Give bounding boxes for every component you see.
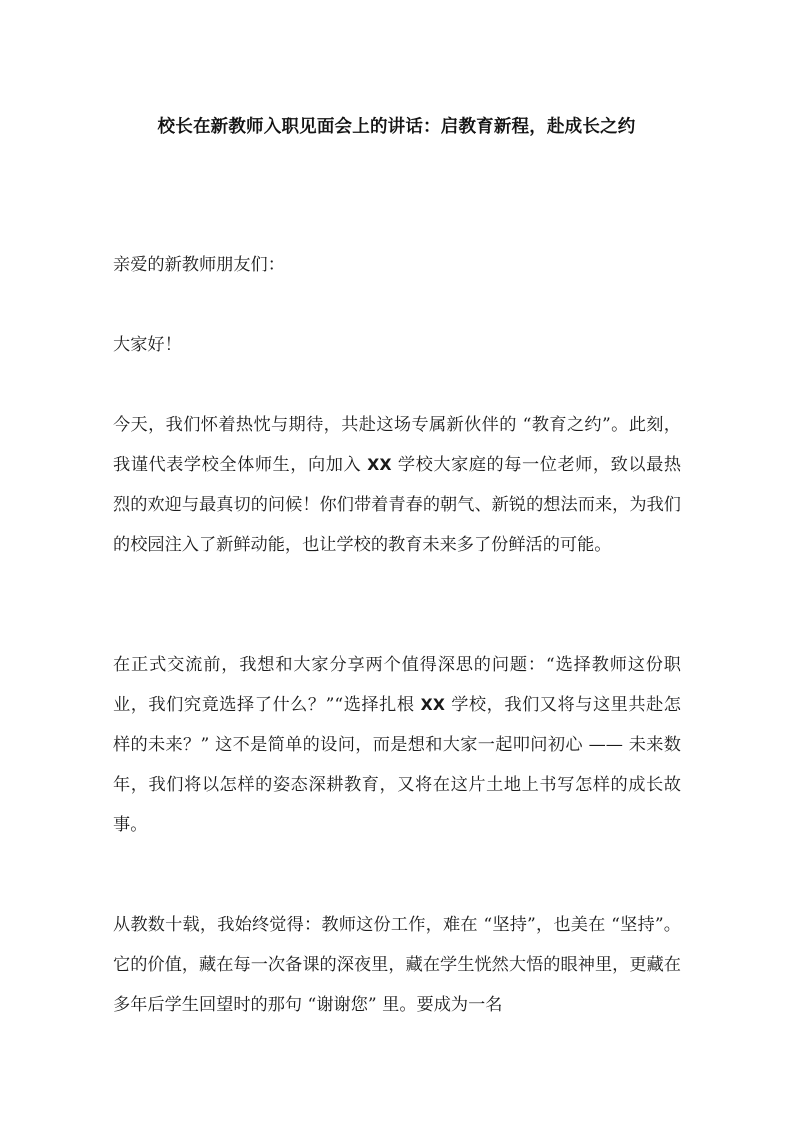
greeting-line: 大家好！ bbox=[113, 335, 182, 356]
placeholder-token: XX bbox=[420, 696, 446, 715]
body-paragraph: 今天，我们怀着热忱与期待，共赴这场专属新伙伴的 “教育之约”。此刻，我谨代表学校全体师生，向加入 XX 学校大家庭的每一位老师，致以最热烈的欢迎与最真切的问候！你们带着青春的朝气、新锐的想法而来，为我们的校园注入了新鲜动能，也让学校的教育未来多了份鲜活的可能。 bbox=[113, 415, 682, 556]
body-paragraph: 从教数十载，我始终觉得：教师这份工作，难在 “坚持”，也美在 “坚持”。它的价值，藏在每一次备课的深夜里，藏在学生恍然大悟的眼神里，更藏在多年后学生回望时的那句 “谢谢您” 里。要成为一名 bbox=[113, 915, 681, 1016]
placeholder-token: XX bbox=[367, 456, 392, 475]
page-title: 校长在新教师入职见面会上的讲话：启教育新程，赴成长之约 bbox=[157, 116, 636, 137]
body-paragraph: 在正式交流前，我想和大家分享两个值得深思的问题：“选择教师这份职业，我们究竟选择了什么？”“选择扎根 XX 学校，我们又将与这里共赴怎样的未来？” 这不是简单的设问，而是想和大家一起叩问初心 —— 未来数年，我们将以怎样的姿态深耕教育，又将在这片土地上书写怎样的成长故事。 bbox=[113, 655, 681, 836]
salutation-line: 亲爱的新教师朋友们： bbox=[113, 255, 285, 276]
